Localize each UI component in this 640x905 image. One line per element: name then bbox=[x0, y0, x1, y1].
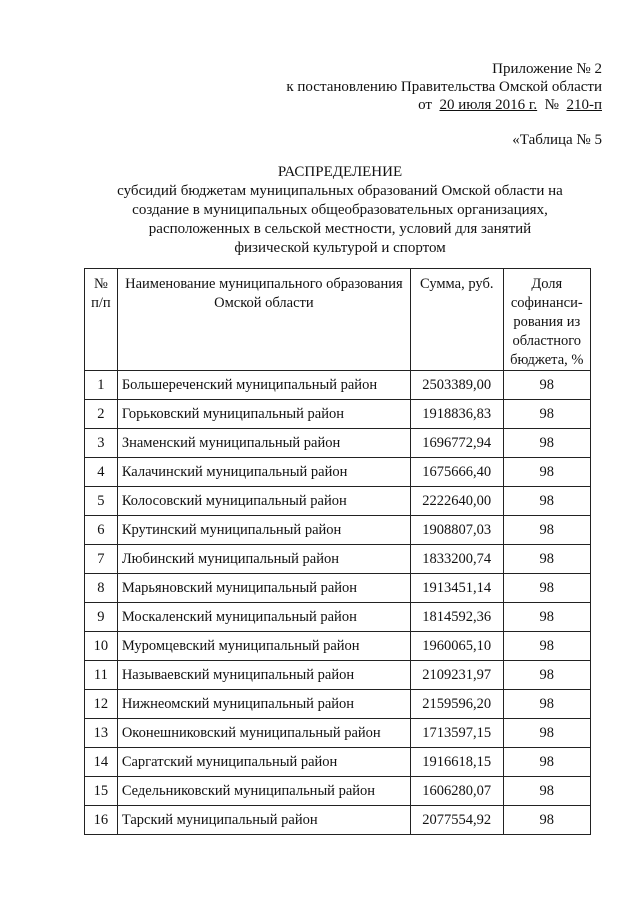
row-sum: 1814592,36 bbox=[410, 603, 503, 632]
row-sum: 1833200,74 bbox=[410, 545, 503, 574]
row-name: Нижнеомский муниципальный район bbox=[117, 690, 410, 719]
table-row bbox=[85, 574, 591, 603]
row-sum: 2159596,20 bbox=[410, 690, 503, 719]
table-row bbox=[85, 516, 591, 545]
document-header bbox=[286, 60, 602, 114]
row-name: Знаменский муниципальный район bbox=[117, 429, 410, 458]
title-line: расположенных в сельской местности, условий для занятий bbox=[148, 221, 532, 237]
row-num: 9 bbox=[85, 603, 118, 632]
row-share: 98 bbox=[503, 603, 590, 632]
row-sum: 1606280,07 bbox=[410, 777, 503, 806]
row-share: 98 bbox=[503, 516, 590, 545]
title-line: физической культурой и спортом bbox=[234, 240, 446, 256]
row-share: 98 bbox=[503, 574, 590, 603]
row-name: Большереченский муниципальный район bbox=[117, 371, 410, 400]
row-num: 15 bbox=[85, 777, 118, 806]
number-prefix: № bbox=[544, 97, 559, 113]
row-name: Москаленский муниципальный район bbox=[117, 603, 410, 632]
row-num: 4 bbox=[85, 458, 118, 487]
row-num: 10 bbox=[85, 632, 118, 661]
row-name: Седельниковский муниципальный район bbox=[117, 777, 410, 806]
row-num: 12 bbox=[85, 690, 118, 719]
row-name: Муромцевский муниципальный район bbox=[117, 632, 410, 661]
table-row bbox=[85, 545, 591, 574]
row-num: 1 bbox=[85, 371, 118, 400]
row-sum: 1916618,15 bbox=[410, 748, 503, 777]
header-share: Доля софинанси-рования из областного бюджета, % bbox=[503, 269, 590, 371]
resolution-date: 20 июля 2016 г. bbox=[439, 97, 538, 113]
row-name: Оконешниковский муниципальный район bbox=[117, 719, 410, 748]
row-name: Называевский муниципальный район bbox=[117, 661, 410, 690]
row-num: 8 bbox=[85, 574, 118, 603]
row-num: 13 bbox=[85, 719, 118, 748]
table-row bbox=[85, 661, 591, 690]
row-share: 98 bbox=[503, 429, 590, 458]
row-share: 98 bbox=[503, 545, 590, 574]
header-num: № п/п bbox=[85, 269, 118, 371]
header-sum: Сумма, руб. bbox=[410, 269, 503, 371]
row-sum: 1913451,14 bbox=[410, 574, 503, 603]
table-reference: «Таблица № 5 bbox=[512, 132, 602, 148]
table-header-row bbox=[85, 269, 591, 371]
row-name: Тарский муниципальный район bbox=[117, 806, 410, 835]
table-row bbox=[85, 429, 591, 458]
table-row bbox=[85, 400, 591, 429]
row-share: 98 bbox=[503, 371, 590, 400]
table-row bbox=[85, 371, 591, 400]
row-share: 98 bbox=[503, 777, 590, 806]
row-share: 98 bbox=[503, 661, 590, 690]
resolution-number: 210-п bbox=[566, 97, 602, 113]
row-num: 2 bbox=[85, 400, 118, 429]
row-sum: 2503389,00 bbox=[410, 371, 503, 400]
table-row bbox=[85, 777, 591, 806]
row-num: 7 bbox=[85, 545, 118, 574]
row-num: 11 bbox=[85, 661, 118, 690]
table-row bbox=[85, 603, 591, 632]
row-sum: 1908807,03 bbox=[410, 516, 503, 545]
row-num: 5 bbox=[85, 487, 118, 516]
resolution-date-line bbox=[286, 96, 602, 114]
table-row bbox=[85, 806, 591, 835]
title-heading: РАСПРЕДЕЛЕНИЕ bbox=[277, 164, 403, 180]
row-name: Любинский муниципальный район bbox=[117, 545, 410, 574]
table-row bbox=[85, 748, 591, 777]
table-row bbox=[85, 632, 591, 661]
title-line: создание в муниципальных общеобразовательных организациях, bbox=[132, 202, 548, 218]
row-name: Колосовский муниципальный район bbox=[117, 487, 410, 516]
row-share: 98 bbox=[503, 400, 590, 429]
document-title bbox=[90, 163, 590, 258]
row-sum: 1713597,15 bbox=[410, 719, 503, 748]
appendix-label: Приложение № 2 bbox=[492, 61, 602, 77]
row-num: 14 bbox=[85, 748, 118, 777]
row-sum: 1675666,40 bbox=[410, 458, 503, 487]
resolution-label: к постановлению Правительства Омской области bbox=[286, 79, 602, 95]
date-prefix: от bbox=[418, 97, 432, 113]
header-name: Наименование муниципального образования Омской области bbox=[117, 269, 410, 371]
row-sum: 1918836,83 bbox=[410, 400, 503, 429]
row-share: 98 bbox=[503, 458, 590, 487]
table-row bbox=[85, 487, 591, 516]
table-row bbox=[85, 458, 591, 487]
title-line: субсидий бюджетам муниципальных образований Омской области на bbox=[117, 183, 563, 199]
row-share: 98 bbox=[503, 748, 590, 777]
table-row bbox=[85, 719, 591, 748]
row-name: Марьяновский муниципальный район bbox=[117, 574, 410, 603]
table-row bbox=[85, 690, 591, 719]
row-sum: 1960065,10 bbox=[410, 632, 503, 661]
distribution-table bbox=[84, 268, 591, 835]
row-name: Горьковский муниципальный район bbox=[117, 400, 410, 429]
row-sum: 1696772,94 bbox=[410, 429, 503, 458]
row-num: 16 bbox=[85, 806, 118, 835]
row-share: 98 bbox=[503, 632, 590, 661]
row-share: 98 bbox=[503, 487, 590, 516]
row-share: 98 bbox=[503, 690, 590, 719]
row-share: 98 bbox=[503, 719, 590, 748]
row-num: 6 bbox=[85, 516, 118, 545]
row-name: Крутинский муниципальный район bbox=[117, 516, 410, 545]
row-name: Калачинский муниципальный район bbox=[117, 458, 410, 487]
row-num: 3 bbox=[85, 429, 118, 458]
row-share: 98 bbox=[503, 806, 590, 835]
row-sum: 2222640,00 bbox=[410, 487, 503, 516]
row-sum: 2077554,92 bbox=[410, 806, 503, 835]
row-name: Саргатский муниципальный район bbox=[117, 748, 410, 777]
row-sum: 2109231,97 bbox=[410, 661, 503, 690]
